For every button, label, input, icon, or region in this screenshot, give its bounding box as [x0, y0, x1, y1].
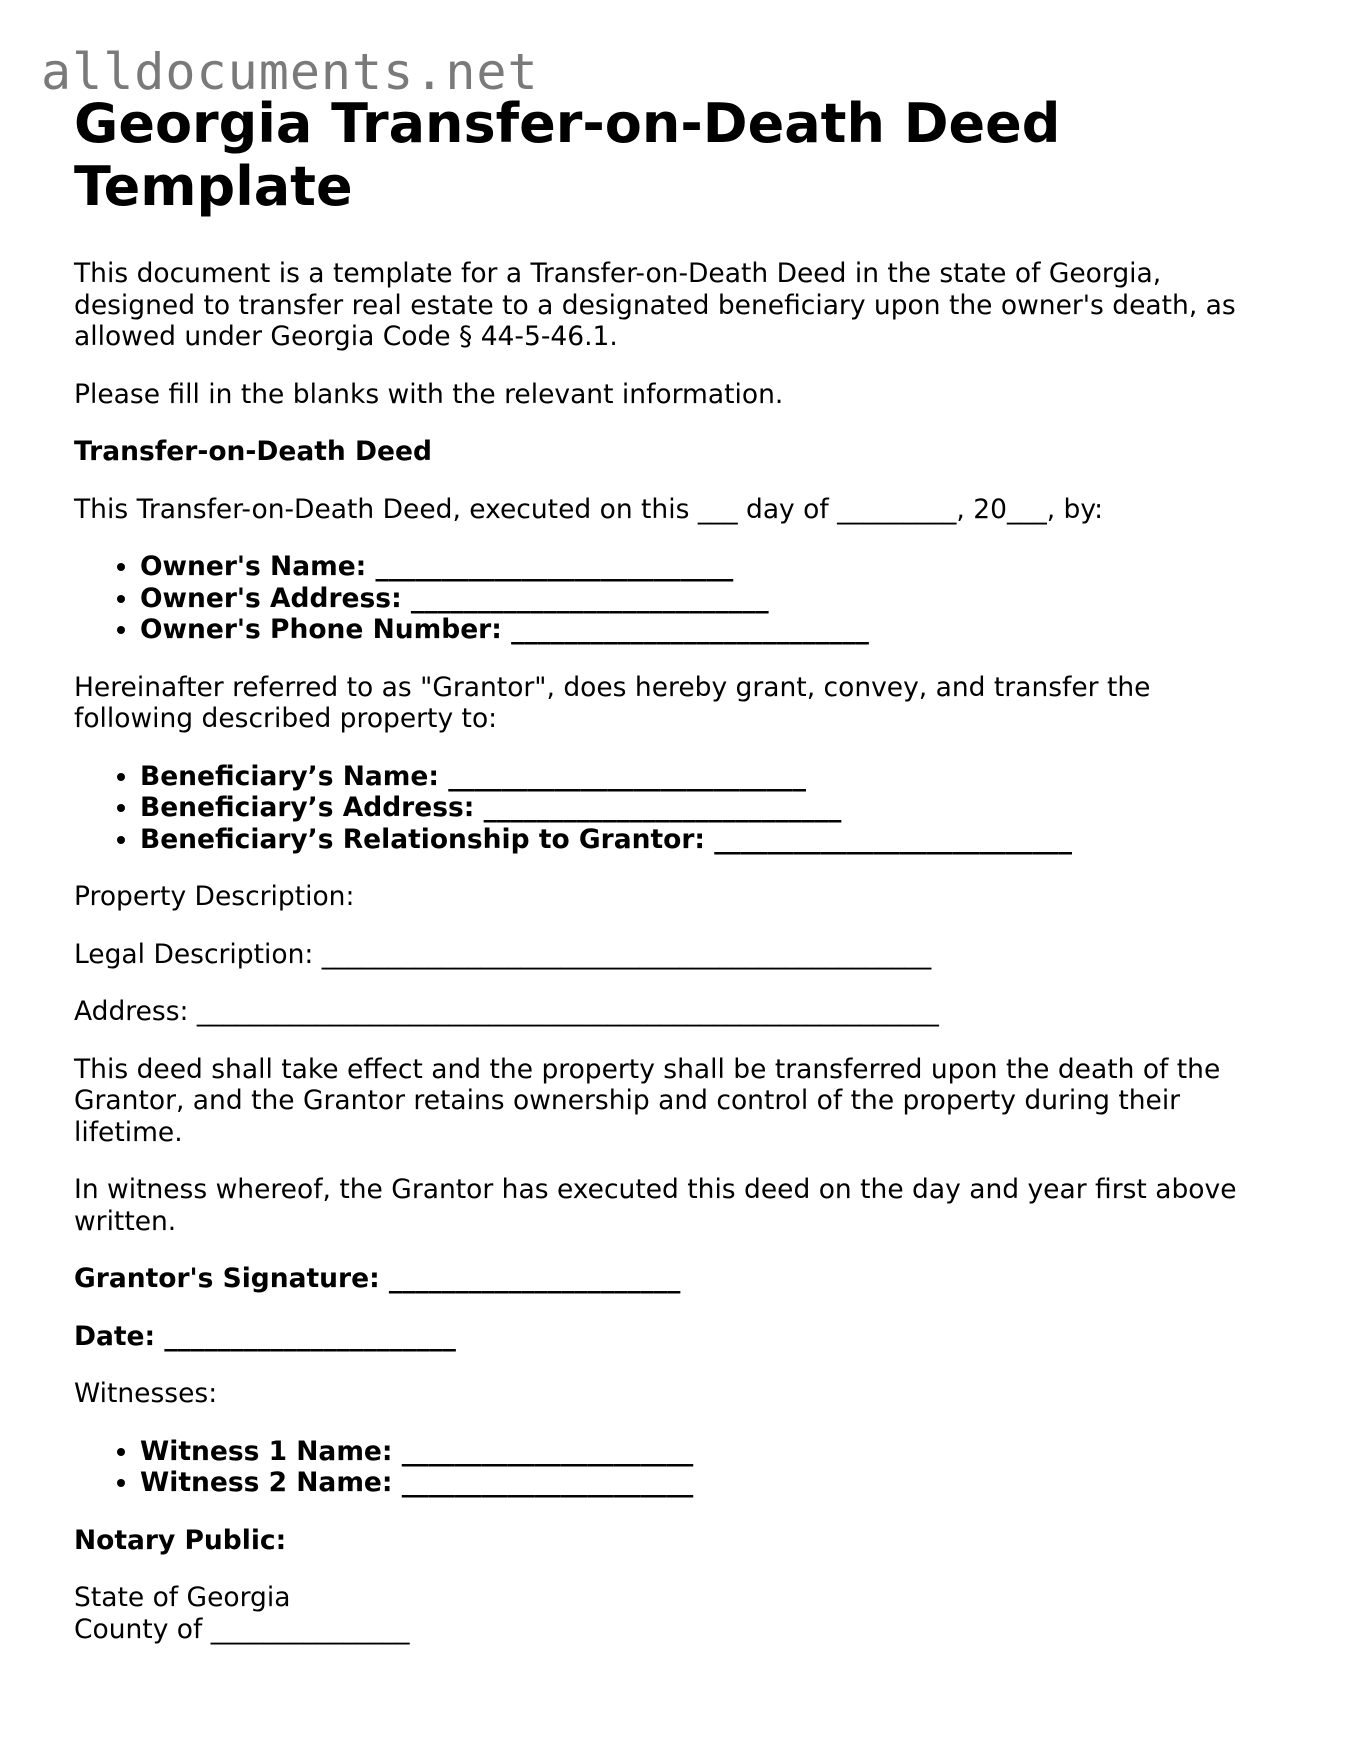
beneficiary-relationship-field: • Beneficiary’s Relationship to Grantor: ___________________________ — [140, 824, 1274, 856]
owner-fields-list — [74, 551, 1274, 646]
document-title: Georgia Transfer-on-Death Deed Template — [74, 92, 1061, 218]
section-heading: Transfer-on-Death Deed — [74, 436, 432, 467]
witness-1-name-field: • Witness 1 Name: ______________________ — [140, 1436, 1274, 1468]
notary-heading: Notary Public: — [74, 1524, 287, 1556]
witness-2-name-field: • Witness 2 Name: ______________________ — [140, 1467, 1274, 1499]
intro-paragraph: This document is a template for a Transfer-on-Death Deed in the state of Georgia, designed to transfer real estate to a designated beneficiary upon the owner's death, as allowed under Georgia Code § 44-5-46.1. — [74, 258, 1236, 352]
notary-county-field: County of _______________ — [74, 1613, 410, 1645]
property-address-field: Address: ________________________________________________________ — [74, 996, 939, 1027]
beneficiary-name-field: • Beneficiary’s Name: ___________________________ — [140, 761, 1274, 793]
property-description-label: Property Description: — [74, 881, 355, 912]
owner-name-field: • Owner's Name: ___________________________ — [140, 551, 1274, 583]
document-page — [74, 92, 1274, 1645]
beneficiary-fields-list — [74, 761, 1274, 856]
watermark-logo: alldocuments.net — [41, 43, 539, 101]
execution-line: This Transfer-on-Death Deed, executed on this ___ day of _________, 20___, by: — [74, 493, 1104, 525]
instructions-text: Please fill in the blanks with the relevant information. — [74, 378, 784, 410]
effect-clause: This deed shall take effect and the property shall be transferred upon the death of the Grantor, and the Grantor retains ownership and control of the property during their lifetime. — [74, 1053, 1221, 1148]
legal-description-field: Legal Description: ______________________________________________ — [74, 938, 932, 970]
witness-clause: In witness whereof, the Grantor has executed this deed on the day and year first above written. — [74, 1174, 1237, 1237]
witnesses-label: Witnesses: — [74, 1378, 218, 1409]
grantor-clause: Hereinafter referred to as "Grantor", does hereby grant, convey, and transfer the following described property to: — [74, 671, 1151, 734]
witness-fields-list — [74, 1436, 1274, 1499]
owner-address-field: • Owner's Address: ___________________________ — [140, 583, 1274, 615]
date-field: Date: ______________________ — [74, 1320, 456, 1352]
notary-state: State of Georgia — [74, 1582, 291, 1613]
owner-phone-field: • Owner's Phone Number: ___________________________ — [140, 614, 1274, 646]
grantor-signature-field: Grantor's Signature: ______________________ — [74, 1263, 681, 1294]
beneficiary-address-field: • Beneficiary’s Address: ___________________________ — [140, 792, 1274, 824]
